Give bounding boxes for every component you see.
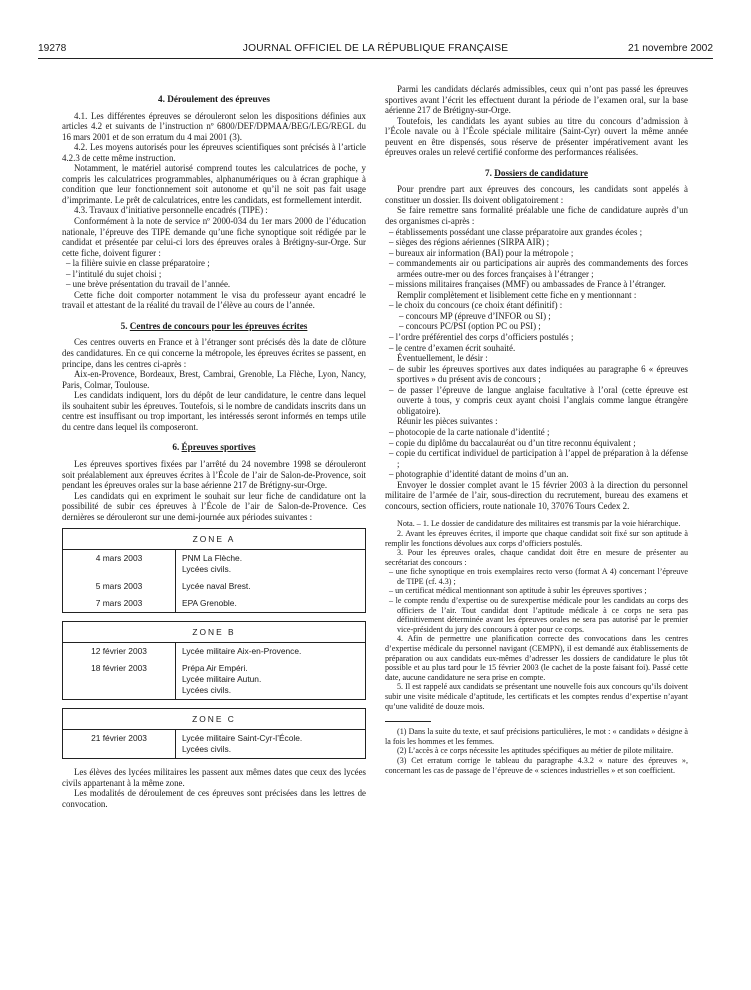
footnote-rule (385, 721, 431, 722)
table-row (63, 660, 365, 699)
paragraph-sport-2: Toutefois, les candidats les ayant subies au titre du concours d’admission à l’École navale ou à l’École spéciale militaire (Saint-Cyr) ouvert la même année peuvent en être dispensés, sous réserve de présenter impérativement avant les épreuves orales un relevé certifié conforme des performances réalisées. (385, 115, 688, 158)
list-item: – de subir les épreuves sportives aux dates indiquées au paragraphe 6 « épreuves sportives » du présent avis de concours ; (389, 363, 688, 385)
list-item: – la filière suivie en classe préparatoire ; (66, 258, 210, 269)
paragraph-5-cities: Aix-en-Provence, Bordeaux, Brest, Cambrai, Grenoble, La Flèche, Lyon, Nancy, Paris, Colmar, Toulouse. (62, 369, 366, 390)
paragraph-6-1: Les épreuves sportives fixées par l’arrêté du 24 novembre 1998 se dérouleront soit préalablement aux épreuves écrites à l’École de l’air de Salon-de-Provence, soit pendant les épreuves orales sur la base aérienne 217 de Brétigny-sur-Orge. (62, 458, 366, 491)
note-3: 3. Pour les épreuves orales, chaque candidat doit être en mesure de présenter au secrétariat des concours : (385, 548, 688, 567)
paragraph-7-6: Envoyer le dossier complet avant le 15 février 2003 à la direction du personnel militaire de l’armée de l’air, sous-direction du recrutement, bureau des examens et concours, section officiers, route nationale 10, 37076 Tours Cedex 2. (385, 479, 688, 511)
school-cell (176, 730, 366, 758)
paragraph-6-3: Les élèves des lycées militaires les passent aux mêmes dates que ceux des lycées civils appartenant à la même zone. (62, 767, 366, 788)
zone-c-table (62, 708, 366, 759)
table-row (63, 730, 365, 758)
mentions-list (385, 300, 688, 353)
paragraph-6-2: Les candidats qui en expriment le souhait sur leur fiche de candidature ont la possibilité de subir ces épreuves à l’École de l’air de Salon-de-Provence. Ces dernières se dérouleront sur une demi-journée aux périodes suivantes : (62, 490, 366, 522)
note-4: 4. Afin de permettre une planification correcte des convocations dans les centres d’expertise médicale du personnel navigant (CEMPN), il est demandé aux établissements de préparation ou aux candidats eux-mêmes d’adresser les dossiers de candidature le plus tôt possible et au plus tard pour le 15 février 2003 (le cachet de la poste faisant foi). Passé cette date, aucune candidature ne sera prise en compte. (385, 634, 688, 682)
school: EPA Grenoble. (182, 598, 237, 609)
notes-block (385, 519, 688, 775)
list-item: – copie du certificat individuel de participation à l’appel de préparation à la défense ; (389, 448, 688, 469)
zone-c-header: ZONE C (63, 709, 365, 730)
list-item: – une brève présentation du travail de l’année. (66, 279, 231, 290)
footnote-3: (3) Cet erratum corrige le tableau du paragraphe 4.3.2 « nature des épreuves », concernant les cas de passage de l’épreuve de « sciences industrielles » et son coefficient. (385, 755, 688, 775)
section-5-title (62, 321, 366, 332)
paragraph-4-2b: Notamment, le matériel autorisé comprend toutes les calculatrices de poche, y compris les calculatrices programmables, alphanumériques ou à écran graphique à condition que leur fonctionnement soit autonome et qu’il ne soit pas fait usage d’imprimante. Le prêt de calculatrices, entre les candidats, est formellement interdit. (62, 163, 366, 205)
table-row (63, 550, 365, 578)
paragraph-7-4: Éventuellement, le désir : (397, 353, 488, 364)
school-cell (176, 550, 366, 578)
paragraph-4-2: 4.2. Les moyens autorisés pour les épreuves scientifiques sont précisés à l’article 4.2.3 de cette même instruction. (62, 142, 366, 163)
section-6-heading: Épreuves sportives (181, 442, 256, 453)
date-cell: 7 mars 2003 (63, 595, 176, 612)
paragraph-4-3: 4.3. Travaux d’initiative personnelle encadrés (TIPE) : (74, 205, 268, 216)
list-item: – commandements air ou participations air auprès des commandements des forces armées outre-mer ou des forces françaises à l’étranger ; (389, 258, 688, 279)
footnote-2: (2) L’accès à ce corps nécessite les aptitudes spécifiques au métier de pilote militaire. (397, 746, 674, 756)
pieces-list (385, 427, 688, 480)
page-header (38, 43, 713, 57)
list-item: – le choix du concours (ce choix étant définitif) : (389, 300, 563, 311)
school: Lycées civils. (182, 744, 232, 755)
list-item: – bureaux air information (BAI) pour la métropole ; (389, 247, 574, 258)
section-6-title (62, 442, 366, 453)
list-item: – une fiche synoptique en trois exemplaires recto verso (format A 4) concernant l’épreuve de TIPE (cf. 4.3) ; (389, 567, 688, 586)
list-item: – l’intitulé du sujet choisi ; (66, 268, 162, 279)
school: Lycée militaire Autun. (182, 674, 262, 685)
section-7-number: 7. (485, 167, 495, 178)
left-column (62, 84, 366, 809)
date-cell: 4 mars 2003 (63, 550, 176, 578)
school: Lycée naval Brest. (182, 581, 251, 592)
table-row (63, 578, 365, 595)
paragraph-5-1: Ces centres ouverts en France et à l’étranger sont précisés dès la date de clôture des candidatures. En ce qui concerne la métropole, les épreuves écrites se passent, en principe, dans les centres ci-après : (62, 337, 366, 369)
footnote-1: (1) Dans la suite du texte, et sauf précisions particulières, le mot : « candidats » désigne à la fois les hommes et les femmes. (385, 727, 688, 746)
zone-a-table (62, 528, 366, 613)
section-4-title: 4. Déroulement des épreuves (158, 94, 270, 104)
school: Prépa Air Empéri. (182, 663, 248, 674)
paragraph-7-2: Se faire remettre sans formalité préalable une fiche de candidature auprès d’un des organismes ci-après : (385, 205, 688, 227)
tipe-list (62, 258, 366, 290)
paragraph-6-4: Les modalités de déroulement de ces épreuves sont précisées dans les lettres de convocation. (62, 788, 366, 809)
list-item: – photographie d’identité datant de moins d’un an. (389, 469, 569, 480)
school: Lycée militaire Saint-Cyr-l’École. (182, 733, 303, 744)
organismes-list (385, 227, 688, 290)
paragraph-5-2: Les candidats indiquent, lors du dépôt de leur candidature, le centre dans lequel ils souhaitent subir les épreuves. Toutefois, si le nombre de candidats inscrits dans un centre est insuffisant ou trop important, les intéressés seront informés en temps utile du centre dans lequel ils composeront. (62, 390, 366, 432)
list-item: – l’ordre préférentiel des corps d’officiers postulés ; (389, 332, 574, 343)
school-cell (176, 578, 366, 595)
note-2: 2. Avant les épreuves écrites, il importe que chaque candidat soit fixé sur son aptitude à remplir les fonctions dévolues aux corps d’officiers postulés. (385, 528, 688, 548)
date-cell: 21 février 2003 (63, 730, 176, 758)
school: PNM La Flèche. (182, 553, 243, 564)
paragraph-7-3: Remplir complètement et lisiblement cette fiche en y mentionnant : (397, 289, 637, 300)
paragraph-sport-1: Parmi les candidats déclarés admissibles, ceux qui n’ont pas passé les épreuves sportives avant l’écrit les effectuent durant la période de l’examen oral, sur la base aérienne 217 de Brétigny-sur-Orge. (385, 84, 688, 116)
note-5: 5. Il est rappelé aux candidats se présentant une nouvelle fois aux concours qu’ils doivent subir une visite médicale d’aptitude, les certificats et les comptes rendus d’expertise n’ayant qu’une validité de douze mois. (385, 682, 688, 711)
section-7-title (385, 168, 688, 179)
list-item: – concours MP (épreuve d’INFOR ou SI) ; (399, 310, 551, 321)
page-number: 19278 (38, 43, 67, 54)
right-column (385, 84, 688, 775)
list-item: – missions militaires françaises (MMF) ou ambassades de France à l’étranger. (389, 279, 666, 290)
issue-date: 21 novembre 2002 (628, 43, 713, 54)
journal-title: JOURNAL OFFICIEL DE LA RÉPUBLIQUE FRANÇAISE (242, 43, 509, 54)
paragraph-7-5: Réunir les pièces suivantes : (397, 416, 498, 427)
school: Lycées civils. (182, 564, 232, 575)
list-item: – de passer l’épreuve de langue anglaise facultative à l’oral (cette épreuve est ouverte à tous, y compris ceux ayant choisi l’anglais comme langue étrangère obligatoire). (389, 384, 688, 416)
date-cell: 5 mars 2003 (63, 578, 176, 595)
table-row (63, 595, 365, 612)
table-row (63, 643, 365, 660)
notes-list (385, 567, 688, 634)
school-cell (176, 643, 366, 660)
list-item: – photocopie de la carte nationale d’identité ; (389, 426, 550, 437)
list-item: – le compte rendu d’expertise ou de surexpertise médicale pour les candidats au corps des officiers de l’air. Tout candidat dont l’aptitude médicale à ce corps ne sera pas définitivement déterminée avant les épreuves orales ne sera pas autorisé par le premier vice-président du jury des concours à opter pour ce corps. (389, 596, 688, 634)
list-item: – sièges des régions aériennes (SIRPA AIR) ; (389, 237, 550, 248)
section-6-number: 6. (172, 442, 182, 453)
list-item: – copie du diplôme du baccalauréat ou d’un titre reconnu équivalent ; (389, 437, 636, 448)
list-item: – établissements possédant une classe préparatoire aux grandes écoles ; (389, 226, 643, 237)
section-5-heading: Centres de concours pour les épreuves écrites (129, 320, 308, 331)
paragraph-4-3b: Conformément à la note de service nº 2000-034 du 1er mars 2000 de l’éducation nationale, l’épreuve des TIPE demande qu’une fiche synoptique soit rédigée par le candidat et présentée par celui-ci lors des épreuves orales à Brétigny-sur-Orge. Sur cette fiche, doivent figurer : (62, 216, 366, 258)
section-5-number: 5. (120, 320, 130, 331)
paragraph-7-1: Pour prendre part aux épreuves des concours, les candidats sont appelés à constituer un dossier. Ils doivent obligatoirement : (385, 184, 688, 205)
school: Lycée militaire Aix-en-Provence. (182, 646, 302, 657)
school-cell (176, 660, 366, 699)
desir-list (385, 364, 688, 417)
date-cell: 12 février 2003 (63, 643, 176, 660)
header-rule (38, 58, 713, 59)
note-1: Nota. – 1. Le dossier de candidature des militaires est transmis par la voie hiérarchique. (397, 519, 681, 529)
list-item: – concours PC/PSI (option PC ou PSI) ; (399, 321, 541, 332)
date-cell: 18 février 2003 (63, 660, 176, 699)
school: Lycées civils. (182, 685, 232, 696)
section-7-heading: Dossiers de candidature (494, 167, 588, 178)
zone-b-table (62, 621, 366, 700)
list-item: – le centre d’examen écrit souhaité. (389, 342, 516, 353)
paragraph-4-3c: Cette fiche doit comporter notamment le visa du professeur ayant encadré le travail et attestant de la réalité du travail de l’élève au cours de l’année. (62, 289, 366, 311)
paragraph-4-1: 4.1. Les différentes épreuves se dérouleront selon les dispositions définies aux articles 4.2 et suivants de l’instruction nº 6800/DEF/DPMAA/BEG/LEG/REGL du 16 mars 2001 et de son erratum du 4 mai 2001 (3). (62, 110, 366, 142)
zone-b-header: ZONE B (63, 622, 365, 643)
list-item: – un certificat médical mentionnant son aptitude à subir les épreuves sportives ; (389, 586, 647, 596)
school-cell (176, 595, 366, 612)
zone-a-header: ZONE A (63, 529, 365, 550)
